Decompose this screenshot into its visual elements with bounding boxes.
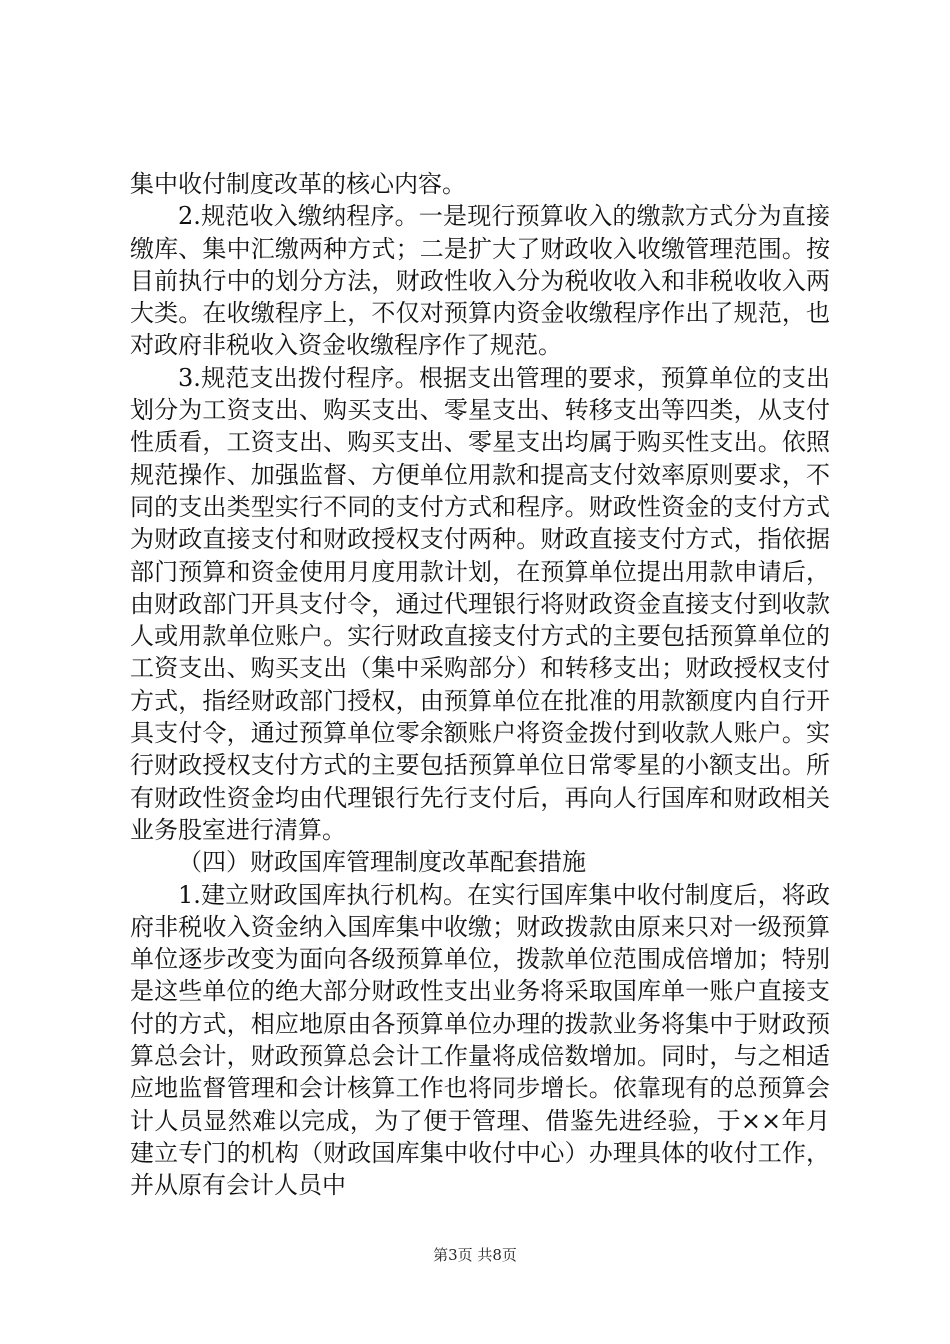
- paragraph-2: 2.规范收入缴纳程序。一是现行预算收入的缴款方式分为直接缴库、集中汇缴两种方式；二是扩大了财政收入收缴管理范围。按目前执行中的划分方法，财政性收入分为税收收入和非税收收入两大类。在收缴程序上，不仅对预算内资金收缴程序作出了规范，也对政府非税收入资金收缴程序作了规范。: [130, 202, 830, 360]
- page-footer: [0, 1244, 950, 1265]
- document-body: [130, 168, 830, 1202]
- paragraph-3: 3.规范支出拨付程序。根据支出管理的要求，预算单位的支出划分为工资支出、购买支出、零星支出、转移支出等四类，从支付性质看，工资支出、购买支出、零星支出均属于购买性支出。依照规范操作、加强监督、方便单位用款和提高支付效率原则要求，不同的支出类型实行不同的支付方式和程序。财政性资金的支付方式为财政直接支付和财政授权支付两种。财政直接支付方式，指依据部门预算和资金使用月度用款计划，在预算单位提出用款申请后，由财政部门开具支付令，通过代理银行将财政资金直接支付到收款人或用款单位账户。实行财政直接支付方式的主要包括预算单位的工资支出、购买支出（集中采购部分）和转移支出；财政授权支付方式，指经财政部门授权，由预算单位在批准的用款额度内自行开具支付令，通过预算单位零余额账户将资金拨付到收款人账户。实行财政授权支付方式的主要包括预算单位日常零星的小额支出。所有财政性资金均由代理银行先行支付后，再向人行国库和财政相关业务股室进行清算。: [130, 363, 830, 844]
- section-heading: （四）财政国库管理制度改革配套措施: [178, 848, 586, 877]
- page-number: 第3页 共8页: [433, 1246, 517, 1264]
- paragraph-1: 集中收付制度改革的核心内容。: [130, 170, 466, 198]
- paragraph-4: 1.建立财政国库执行机构。在实行国库集中收付制度后，将政府非税收入资金纳入国库集中收缴；财政拨款由原来只对一级预算单位逐步改变为面向各级预算单位，拨款单位范围成倍增加；特别是这些单位的绝大部分财政性支出业务将采取国库单一账户直接支付的方式，相应地原由各预算单位办理的拨款业务将集中于财政预算总会计，财政预算总会计工作量将成倍数增加。同时，与之相适应地监督管理和会计核算工作也将同步增长。依靠现有的总预算会计人员显然难以完成，为了便于管理、借鉴先进经验，于××年月建立专门的机构（财政国库集中收付中心）办理具体的收付工作，并从原有会计人员中: [130, 880, 830, 1200]
